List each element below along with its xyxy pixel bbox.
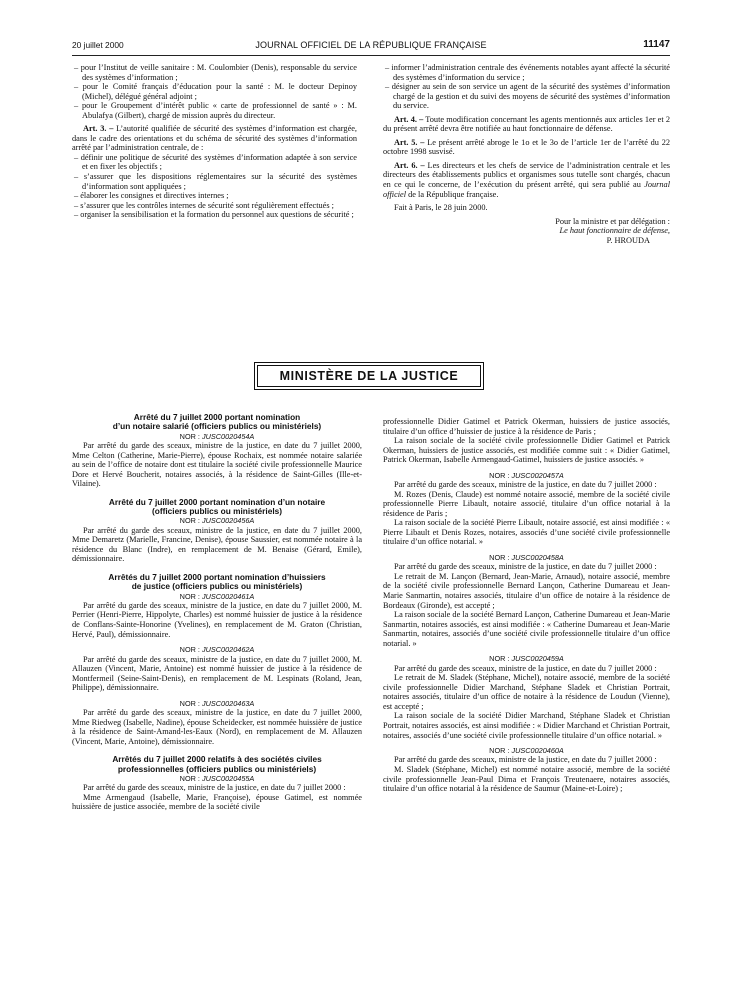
top-left-column	[72, 63, 357, 220]
decree-paragraph: Par arrêté du garde des sceaux, ministre de la justice, en date du 7 juillet 2000 :	[394, 663, 657, 673]
decree-title: (officiers publics ou ministériels)	[151, 506, 282, 517]
decree-paragraph: M. Rozes (Denis, Claude) est nommé notaire associé, membre de la société civile professionnelle Pierre Libault, notaire associé, titulaire d’un office notarial à la résidence de Paris ;	[383, 489, 670, 518]
page-header	[72, 38, 670, 54]
decree-title: Arrêté du 7 juillet 2000 portant nomination d’un notaire	[108, 496, 326, 507]
decree-paragraph: La raison sociale de la société Pierre Libault, notaire associé, est ainsi modifiée : « Pierre Libault et Denis Rozes, notaires, associés d’une société civile professionnelle titulaire d’un office notarial. »	[383, 518, 670, 547]
decree-title: Arrêté du 7 juillet 2000 portant nomination	[133, 412, 301, 422]
ministry-heading: MINISTÈRE DE LA JUSTICE	[257, 365, 481, 387]
header-rule	[72, 55, 670, 56]
signature-delegation: Pour la ministre et par délégation :	[555, 216, 670, 226]
decree-paragraph: La raison sociale de la société Bernard Lançon, Catherine Dumareau et Jean-Marie Sanmartin, notaires associés, est ainsi modifiée : « Catherine Dumareau et Jean-Marie Sanmartin, notaires, associés d’une société civile professionnelle titulaire d’un office notarial. »	[383, 610, 670, 648]
list-item: – s’assurer que les dispositions réglementaires sur la sécurité des systèmes d’information sont appliquées ;	[74, 172, 357, 191]
decree-paragraph: La raison sociale de la société Didier Marchand, Stéphane Sladek et Christian Portrait, notaires associés, est ainsi modifiée : « Didier Marchand et Christian Portrait, notaires, associés d’une société civile professionnelle titulaire d’un office notarial. »	[383, 711, 670, 740]
nor-reference: NOR : JUSC0020457A	[489, 470, 564, 480]
header-title: JOURNAL OFFICIEL DE LA RÉPUBLIQUE FRANÇAISE	[255, 40, 487, 50]
decree-title: d’un notaire salarié (officiers publics ou ministériels)	[112, 421, 322, 432]
signature-name: P. HROUDA	[606, 235, 650, 245]
list-item: – organiser la sensibilisation et la formation du personnel aux questions de sécurité ;	[74, 210, 354, 220]
decree-paragraph: Par arrêté du garde des sceaux, ministre de la justice, en date du 7 juillet 2000, M. Perrier (Henri-Pierre, Hippolyte, Charles) est nommé huissier de justice à la résidence de Conflans-Sainte-Honorine (Yvelines), en remplacement de M. Graton (Christian, Hervé, Paul), démissionnaire.	[72, 600, 362, 639]
list-item: – informer l’administration centrale des événements notables ayant affecté la sécurité des systèmes d’information du service ;	[385, 63, 670, 82]
nor-reference: NOR : JUSC0020455A	[179, 773, 255, 783]
decree-paragraph: Mme Armengaud (Isabelle, Marie, Françoise), épouse Gatimel, est nommée huissière de justice associée, membre de la société civile	[72, 792, 362, 812]
decree-paragraph: Par arrêté du garde des sceaux, ministre de la justice, en date du 7 juillet 2000, Mme Celton (Catherine, Marie-Pierre), épouse Rochaix, est nommée notaire salariée au sein de l’office de notaire dont est titulaire la société civile professionnelle Maurice Dore et Hervé Boucherit, notaires associés, à la résidence de Saint-Gilles (Ille-et-Vilaine).	[72, 441, 362, 489]
decree-paragraph: Par arrêté du garde des sceaux, ministre de la justice, en date du 7 juillet 2000 :	[394, 562, 657, 572]
decree-paragraph: Par arrêté du garde des sceaux, ministre de la justice, en date du 7 juillet 2000 :	[394, 480, 657, 490]
decree-paragraph: Le retrait de M. Lançon (Bernard, Jean-Marie, Arnaud), notaire associé, membre de la société civile professionnelle Bernard Lançon, Catherine Dumareau et Jean-Marie Sanmartin, notaires associés, titulaire d’un office de notaire à la résidence de Bordeaux (Gironde), est accepté ;	[383, 571, 670, 610]
list-item: – s’assurer que les contrôles internes de sécurité sont régulièrement effectués ;	[74, 200, 334, 210]
decree-paragraph: La raison sociale de la société civile professionnelle Didier Gatimel et Patrick Okerman, huissiers de justice associés, est modifiée comme suit : « Didier Gatimel, Patrick Okerman, Isabelle Armengaud-Gatimel, huissiers de justice associés. »	[383, 436, 670, 465]
nor-reference: NOR : JUSC0020458A	[489, 552, 564, 562]
nor-reference: NOR : JUSC0020462A	[179, 645, 255, 655]
decree-paragraph: Par arrêté du garde des sceaux, ministre de la justice, en date du 7 juillet 2000, Mme Demaretz (Marielle, Francine, Denise), épouse Saussier, est nommée notaire à la résidence du Blanc (Indre), en remplacement de M. Benaise (Gérard, Emile), démissionnaire.	[72, 525, 362, 564]
list-item: – désigner au sein de son service un agent de la sécurité des systèmes d’information chargé de la gestion et du suivi des moyens de sécurité des systèmes d’information du service.	[385, 82, 670, 111]
nor-reference: NOR : JUSC0020456A	[179, 516, 255, 526]
list-item: – élaborer les consignes et directives internes ;	[74, 191, 229, 201]
signature-title: Le haut fonctionnaire de défense,	[559, 226, 670, 236]
list-item: – pour le Groupement d’intérêt public « carte de professionnel de santé » : M. Abulafya (Gilbert), chargé de mission auprès du directeur.	[74, 101, 357, 120]
signature-date: Fait à Paris, le 28 juin 2000.	[394, 203, 488, 213]
header-date: 20 juillet 2000	[72, 40, 124, 50]
decree-paragraph: Par arrêté du garde des sceaux, ministre de la justice, en date du 7 juillet 2000, M. Allauzen (Vincent, Marie, Antoine) est nommé huissier de justice à la résidence de Montfermeil (Seine-Saint-Denis), en remplacement de M. Lespinats (Roland, Jean, Philippe), démissionnaire.	[72, 654, 362, 693]
bottom-right-column	[383, 417, 670, 794]
list-item: – pour le Comité français d’éducation pour la santé : M. le docteur Depinoy (Michel), délégué général adjoint ;	[74, 82, 357, 101]
list-item: – définir une politique de sécurité des systèmes d’information adaptée à son service et en fixer les objectifs ;	[74, 152, 357, 172]
page-number: 11147	[643, 39, 670, 50]
decree-paragraph: M. Sladek (Stéphane, Michel) est nommé notaire associé, membre de la société civile professionnelle Jean-Paul Dima et François Treutenaere, notaires associés, titulaire d’un office notarial à la résidence de Saumur (Maine-et-Loire) ;	[383, 765, 670, 794]
article-5: Art. 5. – Le présent arrêté abroge le 1o et le 3o de l’article 1er de l’arrêté du 22 octobre 1998 susvisé.	[383, 137, 671, 157]
nor-reference: NOR : JUSC0020454A	[179, 431, 255, 441]
nor-reference: NOR : JUSC0020461A	[179, 591, 255, 601]
decree-paragraph: Le retrait de M. Sladek (Stéphane, Michel), notaire associé, membre de la société civile professionnelle Didier Marchand, Stéphane Sladek et Christian Portrait, notaires associés, titulaire d’un office de notaire à la résidence de Loudun (Vienne), est accepté ;	[383, 673, 670, 711]
article-6: Art. 6. – Les directeurs et les chefs de service de l’administration centrale et les directeurs des établissements publics et organismes sous tutelle sont chargés, chacun en ce qui le concerne, de l’exécution du présent arrêté, qui sera publié au Journal officiel de la République française.	[383, 160, 671, 199]
bottom-left-column	[72, 413, 362, 812]
article-4: Art. 4. – Toute modification concernant les agents mentionnés aux articles 1er et 2 du présent arrêté devra être notifiée au haut fonctionnaire de défense.	[383, 114, 670, 134]
top-right-column	[383, 63, 670, 245]
decree-paragraph: Par arrêté du garde des sceaux, ministre de la justice, en date du 7 juillet 2000 :	[83, 783, 346, 793]
decree-title: professionnelles (officiers publics ou ministériels)	[117, 763, 317, 774]
nor-reference: NOR : JUSC0020459A	[489, 654, 564, 664]
nor-reference: NOR : JUSC0020463A	[179, 698, 255, 708]
decree-paragraph: Par arrêté du garde des sceaux, ministre de la justice, en date du 7 juillet 2000, Mme Riedweg (Isabelle, Nadine), épouse Scheidecker, est nommée huissière de justice à la résidence de Saint-Amand-les-Eaux (Nord), en remplacement de M. Allauzen (Vincent, Marie, Antoine), démissionnaire.	[72, 708, 362, 746]
nor-reference: NOR : JUSC0020460A	[489, 746, 564, 756]
decree-title: de justice (officiers publics ou ministériels)	[131, 581, 303, 592]
decree-paragraph: professionnelle Didier Gatimel et Patrick Okerman, huissiers de justice associés, titulaire d’un office d’huissier de justice à la résidence de Paris ;	[383, 417, 670, 436]
decree-paragraph: Par arrêté du garde des sceaux, ministre de la justice, en date du 7 juillet 2000 :	[394, 755, 657, 765]
decree-title: Arrêtés du 7 juillet 2000 relatifs à des sociétés civiles	[112, 754, 322, 765]
article-3: Art. 3. – L’autorité qualifiée de sécurité des systèmes d’information est chargée, dans le cadre des orientations et du schéma de sécurité des systèmes d’information arrêté par l’administration centrale, de :	[72, 124, 358, 153]
list-item: – pour l’Institut de veille sanitaire : M. Coulombier (Denis), responsable du service des systèmes d’information ;	[74, 63, 357, 82]
decree-title: Arrêtés du 7 juillet 2000 portant nomination d’huissiers	[108, 571, 326, 582]
